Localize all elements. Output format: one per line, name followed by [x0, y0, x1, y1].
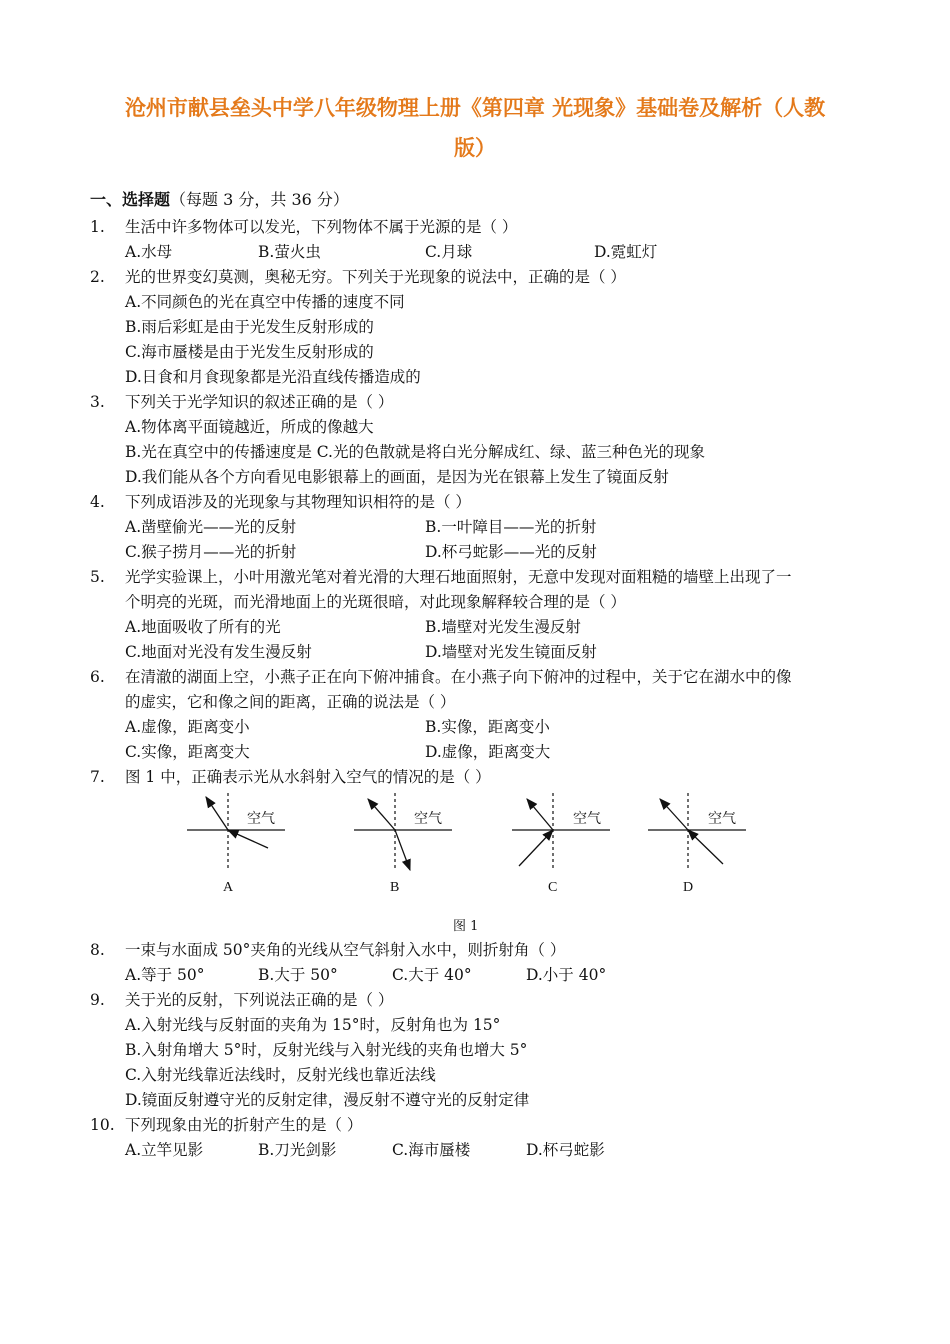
question-number: 2.: [90, 268, 105, 286]
option: B.刀光剑影: [258, 1141, 337, 1159]
option: C.月球: [425, 243, 473, 261]
ray: [519, 830, 553, 866]
option: A.立竿见影: [125, 1141, 204, 1159]
option: A.地面吸收了所有的光: [125, 618, 281, 636]
option: A.凿壁偷光——光的反射: [125, 518, 297, 536]
question-number: 9.: [90, 991, 105, 1009]
title-line-1: 沧州市献县垒头中学八年级物理上册《第四章 光现象》基础卷及解析（人教: [124, 96, 826, 120]
option: C.大于 40°: [392, 966, 472, 984]
question-number: 6.: [90, 668, 105, 686]
option: C.海市蜃楼是由于光发生反射形成的: [125, 343, 374, 361]
panel-label: D: [683, 880, 694, 895]
option: D.虚像，距离变大: [425, 743, 551, 761]
ray: [206, 797, 228, 830]
question-stem: 在清澈的湖面上空，小燕子正在向下俯冲捕食。在小燕子向下俯冲的过程中，关于它在湖水中的像: [125, 668, 792, 686]
option: B.实像，距离变小: [425, 718, 550, 736]
option: A.虚像，距离变小: [125, 718, 250, 736]
question-number: 3.: [90, 393, 105, 411]
question-stem: 下列现象由光的折射产生的是（ ）: [125, 1116, 363, 1134]
panel-label: C: [548, 880, 558, 895]
question-stem-continued: 的虚实，它和像之间的距离，正确的说法是（ ）: [125, 693, 456, 711]
question-number: 10.: [90, 1116, 115, 1134]
diagram-a: [187, 793, 285, 868]
option: A.不同颜色的光在真空中传播的速度不同: [125, 293, 405, 311]
option: C.地面对光没有发生漫反射: [125, 643, 312, 661]
figure-caption: 图 1: [453, 919, 479, 934]
option: B.光在真空中的传播速度是 C.光的色散就是将白光分解成红、绿、蓝三种色光的现象: [125, 443, 705, 461]
diagram-d: [648, 793, 746, 868]
option: B.墙壁对光发生漫反射: [425, 618, 581, 636]
option: C.猴子捞月——光的折射: [125, 543, 297, 561]
question-number: 7.: [90, 768, 105, 786]
option: A.入射光线与反射面的夹角为 15°时，反射角也为 15°: [125, 1016, 501, 1034]
option: C.实像，距离变大: [125, 743, 250, 761]
question-stem: 光的世界变幻莫测，奥秘无穷。下列关于光现象的说法中，正确的是（ ）: [125, 268, 626, 286]
diagram-c: [512, 793, 610, 868]
question-number: 8.: [90, 941, 105, 959]
option: D.墙壁对光发生镜面反射: [425, 643, 597, 661]
question-stem: 下列成语涉及的光现象与其物理知识相符的是（ ）: [125, 493, 471, 511]
option: A.物体离平面镜越近，所成的像越大: [125, 418, 374, 436]
ray: [527, 799, 553, 830]
medium-label: 空气: [573, 812, 601, 827]
title-line-2: 版）: [454, 136, 496, 160]
section-note: （每题 3 分，共 36 分）: [170, 190, 349, 209]
option: B.萤火虫: [258, 243, 321, 261]
option: D.日食和月食现象都是光沿直线传播造成的: [125, 368, 421, 386]
option: C.海市蜃楼: [392, 1141, 471, 1159]
option: D.杯弓蛇影——光的反射: [425, 543, 597, 561]
panel-label: B: [390, 880, 400, 895]
question-stem-continued: 个明亮的光斑，而光滑地面上的光斑很暗，对此现象解释较合理的是（ ）: [125, 593, 626, 611]
medium-label: 空气: [247, 812, 275, 827]
diagram-b: [354, 793, 452, 870]
option: B.雨后彩虹是由于光发生反射形成的: [125, 318, 374, 336]
panel-label: A: [223, 880, 234, 895]
question-number: 5.: [90, 568, 105, 586]
medium-label: 空气: [708, 812, 736, 827]
question-stem: 光学实验课上，小叶用激光笔对着光滑的大理石地面照射，无意中发现对面粗糙的墙壁上出现了一: [125, 568, 792, 586]
question-number: 1.: [90, 218, 105, 236]
option: D.我们能从各个方向看见电影银幕上的画面，是因为光在银幕上发生了镜面反射: [125, 468, 669, 486]
ray: [660, 799, 688, 830]
question-stem: 关于光的反射，下列说法正确的是（ ）: [125, 991, 394, 1009]
section-title: 一、选择题: [90, 190, 171, 209]
option: B.一叶障目——光的折射: [425, 518, 597, 536]
option: D.霓虹灯: [594, 243, 658, 261]
question-stem: 一束与水面成 50°夹角的光线从空气斜射入水中，则折射角（ ）: [125, 941, 566, 959]
ray: [228, 830, 268, 848]
option: A.等于 50°: [125, 966, 205, 984]
medium-label: 空气: [414, 812, 442, 827]
option: C.入射光线靠近法线时，反射光线也靠近法线: [125, 1066, 436, 1084]
option: D.小于 40°: [526, 966, 607, 984]
ray: [395, 830, 410, 870]
question-number: 4.: [90, 493, 105, 511]
question-stem: 图 1 中，正确表示光从水斜射入空气的情况的是（ ）: [125, 768, 491, 786]
question-stem: 下列关于光学知识的叙述正确的是（ ）: [125, 393, 394, 411]
option: A.水母: [125, 243, 173, 261]
question-stem: 生活中许多物体可以发光，下列物体不属于光源的是（ ）: [125, 218, 518, 236]
ray: [368, 799, 395, 830]
ray: [688, 830, 723, 864]
option: B.入射角增大 5°时，反射光线与入射光线的夹角也增大 5°: [125, 1041, 528, 1059]
option: D.镜面反射遵守光的反射定律，漫反射不遵守光的反射定律: [125, 1091, 530, 1109]
option: D.杯弓蛇影: [526, 1141, 605, 1159]
option: B.大于 50°: [258, 966, 338, 984]
